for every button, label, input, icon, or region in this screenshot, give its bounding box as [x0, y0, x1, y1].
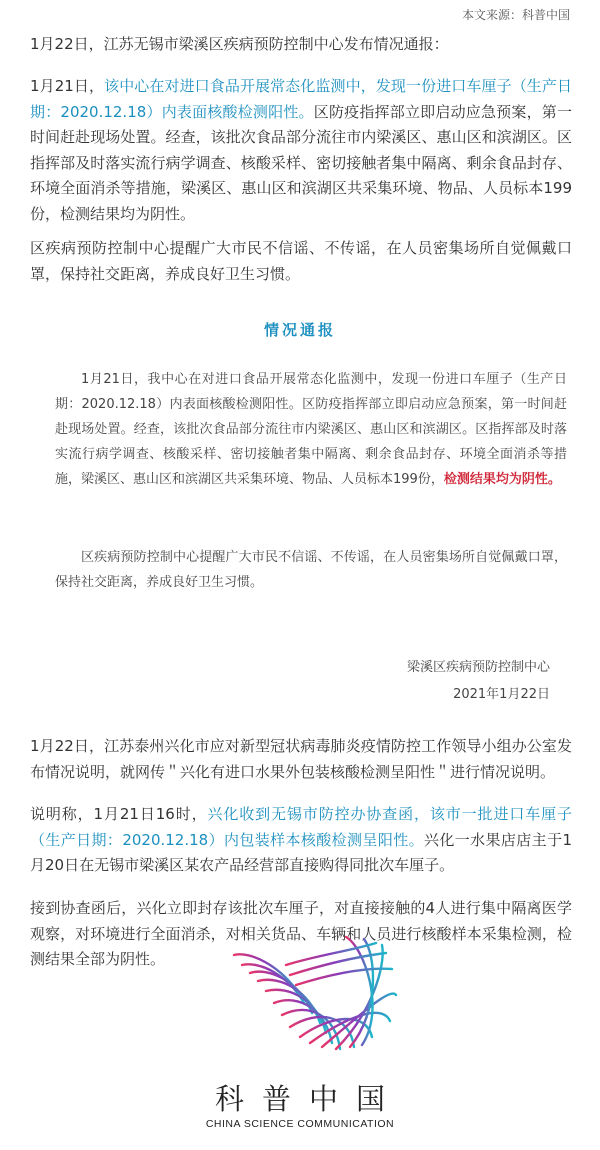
- xinghua-paragraph: 1月22日，江苏泰州兴化市应对新型冠状病毒肺炎疫情防控工作领导小组办公室发布情况说明，就网传＂兴化有进口水果外包装核酸检测呈阳性＂进行情况说明。: [30, 737, 572, 781]
- action-paragraph: 接到协查函后，兴化立即封存该批次车厘子，对直接接触的4人进行集中隔离医学观察，对环境进行全面消杀，对相关货品、车辆和人员进行核酸样本采集检测，检测结果全部为阴性。: [30, 899, 572, 968]
- logo-english-text: CHINA SCIENCE COMMUNICATION: [205, 1118, 395, 1130]
- notice-body-red: 检测结果均为阴性。: [443, 472, 561, 487]
- explanation-lead: 说明称，1月21日16时，: [30, 805, 208, 823]
- explanation-highlight: 兴化收到无锡市防控办协查函，该市一批进口车厘子（生产日期：2020.12.18）内包装样本核酸检测呈阳性。: [30, 805, 572, 849]
- notice-signature-date: 2021年1月22日: [453, 687, 550, 702]
- explanation-paragraph: [30, 802, 572, 879]
- report-lead: 1月21日，: [30, 77, 105, 95]
- kepu-logo: [150, 925, 450, 1140]
- source-credit: 本文来源：科普中国: [461, 8, 570, 22]
- report-rest: 区防疫指挥部立即启动应急预案，第一时间赶赴现场处置。经查，该批次食品部分流往市内梁溪区、惠山区和滨湖区。区指挥部及时落实流行病学调查、核酸采样、密切接触者集中隔离、剩余食品封存、环境全面消杀等措施，梁溪区、惠山区和滨湖区共采集环境、物品、人员标本199份，检测结果均为阴性。: [30, 102, 572, 223]
- explanation-rest: 兴化一水果店店主于1月20日在无锡市梁溪区某农产品经营部直接购得同批次车厘子。: [30, 830, 572, 874]
- notice-body-2: 区疾病预防控制中心提醒广大市民不信谣、不传谣，在人员密集场所自觉佩戴口罩，保持社交距离，养成良好卫生习惯。: [55, 550, 567, 590]
- kepu-wave-icon: [150, 925, 450, 1075]
- reminder-paragraph: 区疾病预防控制中心提醒广大市民不信谣、不传谣，在人员密集场所自觉佩戴口罩，保持社交距离，养成良好卫生习惯。: [30, 239, 572, 283]
- report-highlight: 该中心在对进口食品开展常态化监测中，发现一份进口车厘子（生产日期：2020.12.18）内表面核酸检测阳性。: [30, 77, 572, 121]
- report-paragraph: [30, 74, 572, 227]
- logo-chinese-text: 科普中国: [214, 1082, 403, 1116]
- notice-body: [55, 367, 567, 492]
- notice-signature-org: 梁溪区疾病预防控制中心: [406, 660, 550, 675]
- notice-body-main: 1月21日，我中心在对进口食品开展常态化监测中，发现一份进口车厘子（生产日期：2020.12.18）内表面核酸检测阳性。区防疫指挥部立即启动应急预案，第一时间赶赴现场处置。经查，该批次食品部分流往市内梁溪区、惠山区和滨湖区。区指挥部及时落实流行病学调查、核酸采样、密切接触者集中隔离、剩余食品封存、环境全面消杀等措施，梁溪区、惠山区和滨湖区共采集环境、物品、人员标本199份，: [55, 372, 567, 487]
- intro-paragraph: 1月22日，江苏无锡市梁溪区疾病预防控制中心发布情况通报：: [30, 35, 449, 53]
- notice-title: 情况通报: [263, 321, 336, 339]
